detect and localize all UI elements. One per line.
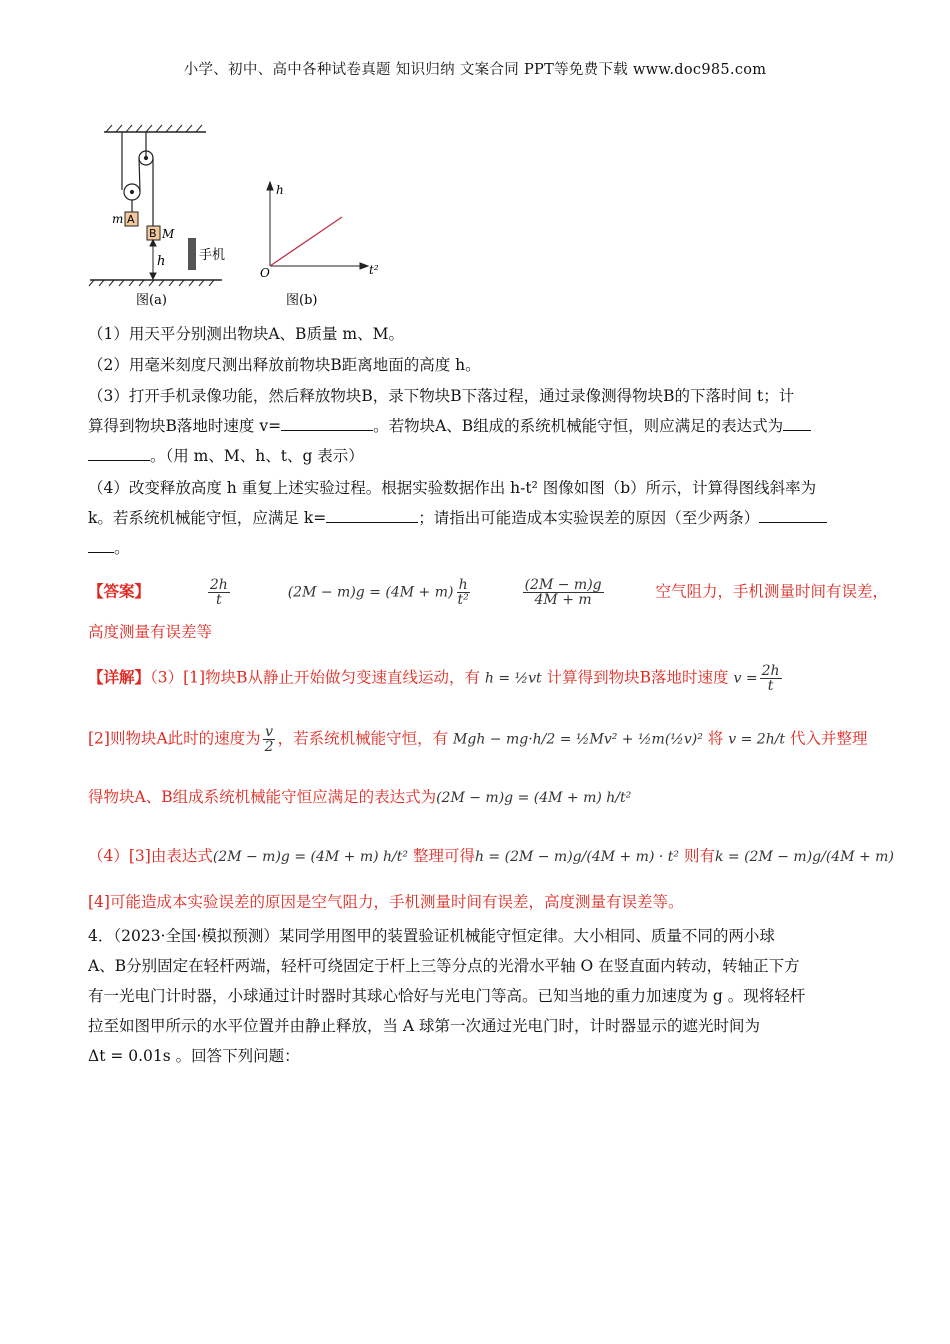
detail-2-text-d: 代入并整理	[790, 729, 868, 748]
detail-2-text-b: ，若系统机械能守恒，有	[277, 729, 449, 748]
blank-expression[interactable]	[783, 416, 811, 431]
blank-velocity[interactable]	[281, 416, 373, 431]
fig-a-ceiling	[104, 125, 206, 132]
fig-a-ground	[89, 280, 222, 286]
answer-label: 【答案】	[88, 581, 151, 601]
detail-line-1	[88, 664, 868, 693]
detail-1-frac: $\frac{2h}{t}$	[761, 663, 780, 694]
step-3-expression-prompt: 。若物块A、B组成的系统机械能守恒，则应满足的表达式为	[373, 417, 784, 435]
mass-M-label: M	[162, 227, 175, 241]
phone-label: 手机	[199, 248, 226, 263]
answer-4: 空气阻力，手机测量时间有误差，	[655, 582, 889, 601]
question-4-line-5: Δt = 0.01s 。回答下列问题：	[88, 1047, 300, 1065]
detail-1-eq2: v =	[733, 670, 758, 687]
fig-b-x-label: t²	[369, 263, 379, 277]
answer-1: $\frac{2h}{t}$	[209, 577, 228, 608]
step-4-line-3	[88, 538, 868, 558]
detail-2-text: [2]则物块A此时的速度为	[88, 729, 261, 748]
detail-1-eq: h = ½vt	[484, 670, 542, 687]
step-3-line-1: （3）打开手机录像功能，然后释放物块B，录下物块B下落过程，通过录像测得物块B的下落时间 t；计	[88, 387, 795, 405]
detail-line-3	[88, 787, 868, 808]
blank-error[interactable]	[759, 508, 827, 523]
detail-label: 【详解】	[88, 667, 151, 687]
step-4-k-prompt: k。若系统机械能守恒，应满足 k=	[88, 509, 327, 527]
step-3-note: 。（用 m、M、h、t、g 表示）	[150, 447, 364, 465]
detail-4-eq1: (2M − m)g = (4M + m) h/t²	[212, 849, 408, 865]
step-4-error-prompt: ；请指出可能造成本实验误差的原因（至少两条）	[418, 509, 760, 527]
step-1: （1）用天平分别测出物块A、B质量 m、M。	[88, 325, 404, 343]
detail-line-2	[88, 725, 868, 754]
detail-line-4	[88, 846, 894, 867]
detail-3-eq: (2M − m)g = (4M + m) h/t²	[436, 790, 632, 806]
detail-4-text-b: 整理可得	[412, 847, 475, 865]
block-a-label: A	[127, 213, 135, 226]
answer-line-1	[88, 577, 889, 608]
step-4-line-1: （4）改变释放高度 h 重复上述实验过程。根据实验数据作出 h-t² 图像如图（b）所示，计算得图线斜率为	[88, 479, 817, 497]
detail-line-5: [4]可能造成本实验误差的原因是空气阻力，手机测量时间有误差，高度测量有误差等。	[88, 893, 684, 911]
step-4-line-2	[88, 508, 868, 528]
fig-a-caption: 图(a)	[136, 293, 167, 308]
question-4-line-4: 拉至如图甲所示的水平位置并由静止释放，当 A 球第一次通过光电门时，计时器显示的遮光时间为	[88, 1017, 761, 1035]
step-2: （2）用毫米刻度尺测出释放前物块B距离地面的高度 h。	[88, 356, 481, 374]
detail-2-eq2: v = 2h/t	[728, 731, 786, 748]
answer-3: $\frac{(2M - m)g}{4M + m}$	[524, 577, 602, 608]
step-3-line-2	[88, 416, 868, 436]
question-4-line-2: A、B分别固定在轻杆两端，轻杆可绕固定于杆上三等分点的光滑水平轴 O 在竖直面内转动，转轴正下方	[88, 957, 800, 975]
detail-4-text-c: 则有	[683, 847, 715, 865]
step-3-line-3	[88, 446, 868, 466]
detail-4-eq3: k = (2M − m)g/(4M + m)	[714, 849, 894, 865]
detail-2-eq: Mgh − mg·h/2 = ½Mv² + ½m(½v)²	[453, 731, 703, 748]
block-b-label: B	[149, 227, 157, 240]
answer-2-frac: $\frac{h}{\text{t²}}$	[457, 577, 469, 608]
fig-b-y-label: h	[276, 183, 284, 197]
detail-3-text: 得物块A、B组成系统机械能守恒应满足的表达式为	[88, 788, 437, 806]
detail-4-eq2: h = (2M − m)g/(4M + m) · t²	[474, 849, 680, 865]
answer-2: (2M − m)g = (4M + m)	[287, 584, 454, 601]
detail-1-text: （3）[1]物块B从静止开始做匀变速直线运动，有	[150, 668, 480, 687]
question-4-line-3: 有一光电门计时器，小球通过计时器时其球心恰好与光电门等高。已知当地的重力加速度为 g 。现将轻杆	[88, 987, 806, 1005]
detail-2-text-c: 将	[707, 729, 724, 748]
step-3-velocity-prompt: 算得到物块B落地时速度 v=	[88, 417, 282, 435]
question-4-line-1: 4．（2023·全国·模拟预测）某同学用图甲的装置验证机械能守恒定律。大小相同、质量不同的两小球	[88, 927, 775, 945]
figure-diagrams	[86, 122, 406, 312]
page-header: 小学、初中、高中各种试卷真题 知识归纳 文案合同 PPT等免费下载 www.doc985.com	[183, 62, 767, 78]
detail-2-frac: $\frac{v}{2}$	[264, 724, 274, 755]
blank-error-cont[interactable]	[88, 538, 114, 553]
fig-b-caption: 图(b)	[286, 293, 318, 308]
answer-line-2: 高度测量有误差等	[88, 623, 213, 641]
detail-1-text-b: 计算得到物块B落地时速度	[546, 668, 729, 687]
mass-m-label: m	[112, 212, 124, 226]
height-h-label: h	[157, 254, 166, 269]
blank-expression-cont[interactable]	[88, 446, 150, 461]
height-arrow	[150, 240, 156, 279]
detail-4-text: （4）[3]由表达式	[88, 847, 213, 865]
step-4-end: 。	[114, 539, 130, 557]
fig-b-origin: O	[260, 266, 270, 280]
fig-b-line	[270, 217, 342, 266]
phone-icon	[188, 238, 196, 270]
blank-k[interactable]	[326, 508, 418, 523]
